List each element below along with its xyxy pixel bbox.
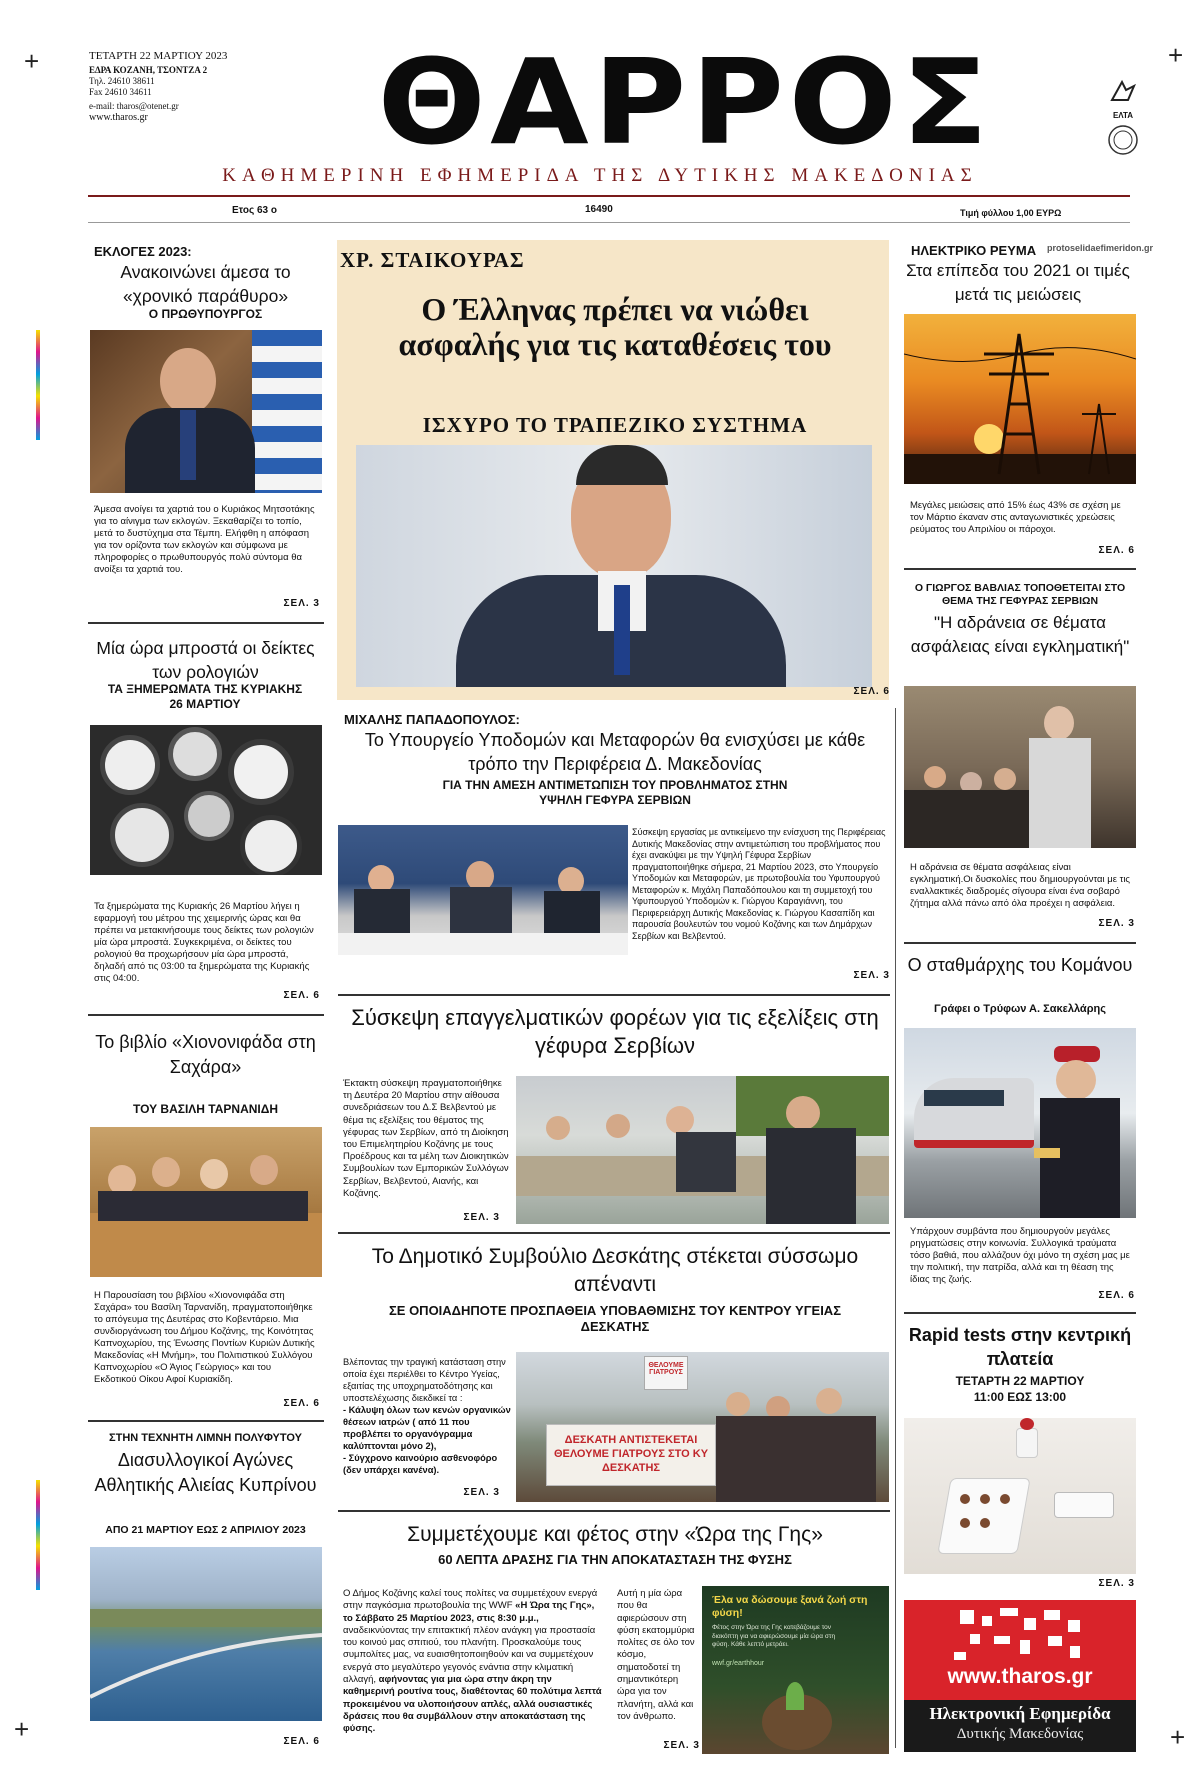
subtitle: ΚΑΘΗΜΕΡΙΝΗ ΕΦΗΜΕΡΙΔΑ ΤΗΣ ΔΥΤΙΚΗΣ ΜΑΚΕΔΟΝΙΑΣ [222,165,978,186]
crop-mark-icon: + [1168,40,1184,70]
b4-body-1b: «Η Ώρα της Γης», το Σάββατο 25 Μαρτίου 2023, στις 8:30 μ.μ., [343,1600,595,1624]
promo-title: Έλα να δώσουμε ξανά ζωή στη φύση! [712,1594,868,1619]
b4-body-2: αναδεικνύοντας την επιτακτική πλέον ανάγκη για προστασία του κοινού μας σπιτιού, του πλανήτη. Προσκαλούμε τους συμπολίτες μας, να ευαισθητοποιηθούν και να συμμετέχουν ενεργά στο μεγαλύτερο γεγονός ενάντια στην κλιματική αλλαγή, [343,1624,596,1686]
year: Ετος 63 ο [232,205,277,216]
b1-page-ref[interactable]: ΣΕΛ. 3 [853,970,890,981]
bridge-icon [90,1547,322,1721]
vavlias-event-photo [904,686,1136,848]
c2-page-ref[interactable]: ΣΕΛ. 3 [1098,918,1135,929]
column-rule [895,708,896,1748]
protest-placard: ΘΕΛΟΥΜΕ ΓΙΑΤΡΟΥΣ [644,1356,688,1390]
protest-banner: ΔΕΣΚΑΤΗ ΑΝΤΙΣΤΕΚΕΤΑΙ ΘΕΛΟΥΜΕ ΓΙΑΤΡΟΥΣ ΣΤΟ ΚΥ ΔΕΣΚΑΤΗΣ [546,1424,716,1486]
c4-sub1: ΤΕΤΑΡΤΗ 22 ΜΑΡΤΙΟΥ [955,1374,1085,1388]
b3-body: Βλέποντας την τραγική κατάσταση στην οποία έχει περιέλθει το Κέντρο Υγείας, εξαιτίας της υποχρηματοδότησης και υποστελέχωσης διεκδικεί τα : [343,1357,506,1403]
c4-sub2: 11:00 ΕΩΣ 13:00 [973,1390,1067,1404]
masthead-rule [88,195,1130,197]
fax: Fax 24610 34611 [89,87,152,97]
a2-page-ref[interactable]: ΣΕΛ. 6 [283,990,320,1001]
email: e-mail: tharos@otenet.gr [89,101,179,111]
clocks-photo [90,725,322,875]
a1-headline: Ανακοινώνει άμεσα το «χρονικό παράθυρο» [120,262,291,306]
crop-mark-icon: + [24,46,40,76]
tharos-ad[interactable] [904,1600,1136,1752]
a2-sub: ΤΑ ΞΗΜΕΡΩΜΑΤΑ ΤΗΣ ΚΥΡΙΑΚΗΣ 26 ΜΑΡΤΙΟΥ [107,682,303,711]
watermark: protoselidaefimeridon.gr [1047,243,1154,253]
c4-page-ref[interactable]: ΣΕΛ. 3 [1098,1578,1135,1589]
a3-sub: ΤΟΥ ΒΑΣΙΛΗ ΤΑΡΝΑΝΙΔΗ [132,1102,279,1116]
earth-hour-promo [702,1586,889,1754]
divider [88,1014,324,1016]
b4-body-block [343,1588,605,1736]
qr-pattern-icon [950,1606,1090,1666]
a1-page-ref[interactable]: ΣΕΛ. 3 [283,598,320,609]
protest-photo [516,1352,889,1502]
ministry-meeting-photo [338,825,628,955]
chamber-meeting-photo [516,1076,889,1224]
registration-bar [36,1480,40,1590]
newspaper-title: ΘΑΡΡΟΣ [377,33,993,171]
issue-number: 16490 [585,204,613,215]
staikouras-photo [356,445,872,687]
b4-page-ref[interactable]: ΣΕΛ. 3 [663,1740,700,1751]
a4-page-ref[interactable]: ΣΕΛ. 6 [283,1736,320,1747]
ad-url[interactable]: www.tharos.gr [947,1665,1093,1688]
main-page-ref[interactable]: ΣΕΛ. 6 [853,686,890,697]
c2-body: Η αδράνεια σε θέματα ασφάλειας είναι εγκληματική.Οι δυσκολίες που δημιουργούνται με τις εναλλακτικές διαδρομές σίγουρα είναι ένα σοβαρό ζήτημα αλλά πάνω από όλα προέχει η ασφάλεια. [910,862,1131,909]
promo-text: Φέτος στην Ώρα της Γης κατεβάζουμε τον διακόπτη για να αφιερώσουμε μία ώρα στη φύση. Κάθε λεπτό μετράει. [712,1624,836,1648]
divider [904,568,1136,570]
power-lines-photo [904,314,1136,484]
divider [904,1312,1136,1314]
registration-bar [36,330,40,440]
c4-headline: Rapid tests στην κεντρική πλατεία [908,1325,1132,1369]
main-headline: Ο Έλληνας πρέπει να νιώθει ασφαλής για τις καταθέσεις του [398,291,832,362]
a3-headline: Το βιβλίο «Χιονονιφάδα στη Σαχάρα» [95,1032,316,1077]
pm-photo [90,330,322,493]
c1-page-ref[interactable]: ΣΕΛ. 6 [1098,545,1135,556]
masthead-info [89,50,299,123]
lake-photo [90,1547,322,1721]
b3-body-block [343,1356,513,1476]
crop-mark-icon: + [14,1714,30,1744]
c1-headline: Στα επίπεδα του 2021 οι τιμές μετά τις μειώσεις [906,261,1130,304]
c3-headline: Ο σταθμάρχης του Κομάνου [907,955,1133,975]
b3-page-ref[interactable]: ΣΕΛ. 3 [463,1487,500,1498]
divider [88,1420,324,1422]
b1-kicker: ΜΙΧΑΛΗΣ ΠΑΠΑΔΟΠΟΥΛΟΣ: [344,712,520,727]
b3-demand-2: - Σύγχρονο καινούριο ασθενοφόρο (δεν υπάρχει κανένα). [343,1453,498,1475]
crop-mark-icon: + [1170,1722,1186,1752]
b4-headline: Συμμετέχουμε και φέτος στην «Ώρα της Γης» [407,1523,823,1546]
a2-headline: Μία ώρα μπροστά οι δείκτες των ρολογιών [96,638,315,682]
issue-date: ΤΕΤΑΡΤΗ 22 ΜΑΡΤΙΟΥ 2023 [89,50,228,62]
divider [338,1510,890,1512]
price: Τιμή φύλλου 1,00 ΕΥΡΩ [960,208,1062,218]
ad-line-1: Ηλεκτρονική Εφημερίδα [929,1704,1111,1723]
a2-body: Τα ξημερώματα της Κυριακής 26 Μαρτίου λήγει η εφαρμογή του μέτρου της χειμερινής ώρας και θα πρέπει να μετακινήσουμε τους δείκτες των ρολογιών μία ώρα μπροστά. Συγκεκριμένα, οι δείκτες του ρολογιού θα προχωρήσουν μία ώρα μπροστά, δηλαδή από τις 03:00 τα ξημερώματα της Κυριακής στις 04:00. [94,901,314,984]
a1-kicker: ΕΚΛΟΓΕΣ 2023: [94,244,192,259]
main-sub: ΙΣΧΥΡΟ ΤΟ ΤΡΑΠΕΖΙΚΟ ΣΥΣΤΗΜΑ [422,413,808,437]
elta-bird-icon [1108,76,1138,106]
c1-kicker: ΗΛΕΚΤΡΙΚΟ ΡΕΥΜΑ [911,243,1037,258]
promo-link[interactable]: wwf.gr/earthhour [712,1660,765,1667]
divider [338,994,890,996]
b3-demand-1: - Κάλυψη όλων των κενών οργανικών θέσεων ιατρών ( από 11 που προβλέπει το οργανόγραμμα καλύπτονται μόνο 2), [343,1405,511,1451]
phone: Τηλ. 24610 38611 [89,76,155,86]
a3-body: Η Παρουσίαση του βιβλίου «Χιονονιφάδα στη Σαχάρα» του Βασίλη Ταρνανίδη, πραγματοποιήθηκε το απόγευμα της Δευτέρας στο Κοβεντάρειο. Μια συνδιοργάνωση του Δήμου Κοζάνης, της Κοινότητας Καπνοχωρίου, της Ένωσης Ποντίων Κυριών Δυτικής Μακεδονίας «Η Μνήμη», του Πολιτιστικού Συλλόγου Καπνοχωρίου «Ο Άγιος Γεώργιος» και του Εκδοτικού Οίκου Αφοί Κυριακίδη. [94,1290,315,1385]
a3-page-ref[interactable]: ΣΕΛ. 6 [283,1398,320,1409]
main-kicker: ΧΡ. ΣΤΑΙΚΟΥΡΑΣ [340,248,525,272]
address: ΕΔΡΑ ΚΟΖΑΝΗ, ΤΣΟΝΤΖΑ 2 [89,65,208,75]
rapid-test-photo [904,1418,1136,1574]
station-master-photo [904,1028,1136,1218]
divider [338,1232,890,1234]
c3-page-ref[interactable]: ΣΕΛ. 6 [1098,1290,1135,1301]
c2-kicker: Ο ΓΙΩΡΓΟΣ ΒΑΒΛΙΑΣ ΤΟΠΟΘΕΤΕΙΤΑΙ ΣΤΟ ΘΕΜΑ ΤΗΣ ΓΕΦΥΡΑΣ ΣΕΡΒΙΩΝ [914,582,1126,607]
elta-logo: ΕΛΤΑ [1105,76,1141,161]
b3-headline: Το Δημοτικό Συμβούλιο Δεσκάτης στέκεται σύσσωμο απέναντι [371,1245,859,1296]
pylon-icon [904,314,1136,484]
c3-body: Υπάρχουν συμβάντα που δημιουργούν μεγάλες ρηγματώσεις στην κοινωνία. Συλλογικά τραύματα τόσο βαθιά, που αλλάζουν όχι μόνο τη σχέση μας με την πολιτική, την πατρίδα, αλλά και τη θέαση της ίδιας της ζωής. [910,1226,1130,1285]
b2-body: Έκτακτη σύσκεψη πραγματοποιήθηκε τη Δευτέρα 20 Μαρτίου στην αίθουσα συνεδριάσεων του Δ.Σ Βελβεντού με θέμα τις εξελίξεις του θέματος της γέφυρας των Σερβίων, από τη Διοίκηση του Επιμελητηρίου Κοζάνης με τους Προέδρους και τα μέλη των Διοικητικών Συμβουλίων των Εμπορικών Συλλόγων Σερβίων, Βελβεντού, Αιανής, και Κοζάνης. [343,1078,509,1199]
masthead-rule-thin [88,222,1130,223]
b4-body-1: Ο Δήμος Κοζάνης καλεί τους πολίτες να συμμετέχουν ενεργά στην παγκόσμια πρωτοβουλία της WWF [343,1588,598,1612]
a4-headline: Διασυλλογικοί Αγώνες Αθλητικής Αλιείας Κυπρίνου [94,1450,317,1495]
b2-headline: Σύσκεψη επαγγελματικών φορέων για τις εξελίξεις στη γέφυρα Σερβίων [351,1005,879,1058]
b4-body-2b: αφήνοντας για μια ώρα στην άκρη την καθημερινή ρουτίνα τους, διαθέτοντας 60 πολύτιμα λεπτά προκειμένου να υλοποιήσουν απλές, αλλά ουσιαστικές δράσεις που θα συμβάλλουν στην αποκατάσταση της φύσης. [343,1674,602,1735]
divider [88,622,324,624]
c2-headline: "Η αδράνεια σε θέματα ασφάλειας είναι εγκληματική" [910,613,1130,656]
book-event-photo [90,1127,322,1277]
a1-sub: Ο ΠΡΩΘΥΠΟΥΡΓΟΣ [148,307,263,321]
b1-sub: ΓΙΑ ΤΗΝ ΑΜΕΣΗ ΑΝΤΙΜΕΤΩΠΙΣΗ ΤΟΥ ΠΡΟΒΛΗΜΑΤΟΣ ΣΤΗΝ ΥΨΗΛΗ ΓΕΦΥΡΑ ΣΕΡΒΙΩΝ [442,778,788,807]
ad-line-2: Δυτικής Μακεδονίας [956,1726,1084,1742]
a4-kicker: ΣΤΗΝ ΤΕΧΝΗΤΗ ΛΙΜΝΗ ΠΟΛΥΦΥΤΟΥ [109,1432,302,1444]
b4-sub: 60 ΛΕΠΤΑ ΔΡΑΣΗΣ ΓΙΑ ΤΗΝ ΑΠΟΚΑΤΑΣΤΑΣΗ ΤΗΣ ΦΥΣΗΣ [438,1552,792,1567]
a1-body: Άμεσα ανοίγει τα χαρτιά του ο Κυριάκος Μητσοτάκης για το αίνιγμα των εκλογών. Ξεκαθαρίζει το τοπίο, μετά το δυστύχημα στα Τέμπη. Ελήφθη η απόφαση για τον ορίζοντα των εκλογών και σύμφωνα με πληροφορίες ο πρωθυπουργός πολύ σύντομα θα ανοίξει τα χαρτιά του. [94,504,315,575]
b3-sub: ΣΕ ΟΠΟΙΑΔΗΠΟΤΕ ΠΡΟΣΠΑΘΕΙΑ ΥΠΟΒΑΘΜΙΣΗΣ ΤΟΥ ΚΕΝΤΡΟΥ ΥΓΕΙΑΣ ΔΕΣΚΑΤΗΣ [388,1303,842,1334]
a4-sub: ΑΠΟ 21 ΜΑΡΤΙΟΥ ΕΩΣ 2 ΑΠΡΙΛΙΟΥ 2023 [105,1524,306,1536]
divider [904,942,1136,944]
b4-body-3: Αυτή η μία ώρα που θα αφιερώσουν στη φύση εκατομμύρια πολίτες σε όλο τον κόσμο, σηματοδοτεί τη σημαντικότερη ώρα για τον πλανήτη, αλλά και τον άνθρωπο. [617,1588,695,1722]
seal-icon [1107,124,1139,156]
c3-sub: Γράφει ο Τρύφων Α. Σακελλάρης [934,1003,1106,1015]
website[interactable]: www.tharos.gr [89,112,148,123]
b1-body: Σύσκεψη εργασίας με αντικείμενο την ενίσχυση της Περιφέρειας Δυτικής Μακεδονίας στην αντιμετώπιση του προβλήματος που έχει ανακύψει με την Υψηλή Γέφυρα Σερβίων πραγματοποιήθηκε σήμερα, 21 Μαρτίου 2023, στο Υπουργείο Υποδομών και Μεταφορών, με πρωτοβουλία του Υφυπουργού Μεταφορών κ. Μιχάλη Παπαδόπουλου και τη συμμετοχή του Υφυπουργού Υποδομών κ. Γιώργου Καραγιάννη, του Περιφερειάρχη Δυτικής Μακεδονίας κ. Γιώργου Κασαπίδη και παρουσία βουλευτών του νομού Κοζάνης και των Δημάρχων Σερβίων και Βελβεντού. [632,827,886,941]
b2-page-ref[interactable]: ΣΕΛ. 3 [463,1212,500,1223]
b1-headline: Το Υπουργείο Υποδομών και Μεταφορών θα ενισχύσει με κάθε τρόπο την Περιφέρεια Δ. Μακεδονίας [364,730,866,774]
c1-body: Μεγάλες μειώσεις από 15% έως 43% σε σχέση με τον Μάρτιο έκαναν στις ανταγωνιστικές χρεώσεις ρεύματος του Απριλίου οι πάροχοι. [910,500,1121,535]
